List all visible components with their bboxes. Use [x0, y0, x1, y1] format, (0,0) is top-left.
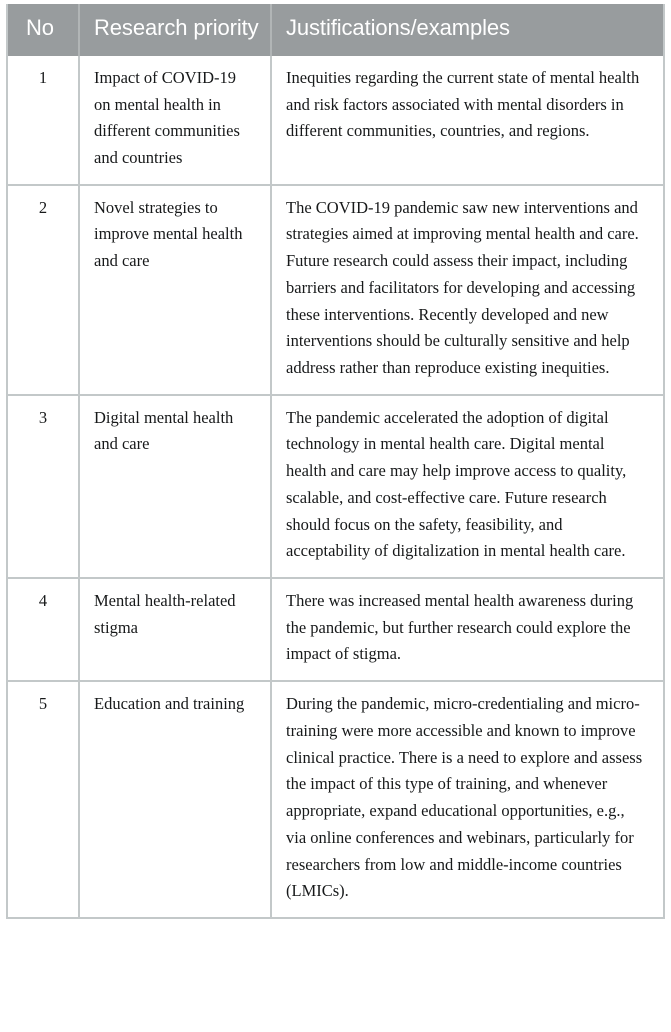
cell-justification — [271, 185, 664, 395]
column-header-research-priority: Research priority — [79, 4, 271, 56]
cell-research-priority — [79, 578, 271, 681]
cell-row-number — [7, 56, 79, 185]
research-priority-text: Education and training — [94, 694, 245, 714]
cell-research-priority — [79, 185, 271, 395]
table-row — [7, 395, 664, 578]
justification-text: The pandemic accelerated the adoption of digital technology in mental health care. Digital mental health and care may help improve access to quality, scalable, and cost-effective care. Future research should focus on the safety, feasibility, and acceptability of digitalization in mental health care. — [286, 407, 627, 561]
cell-research-priority — [79, 395, 271, 578]
cell-row-number — [7, 185, 79, 395]
research-priority-text: Impact of COVID-19 on mental health in different communities and countries — [94, 67, 240, 167]
cell-justification — [271, 395, 664, 578]
table-body — [7, 56, 664, 918]
table-row — [7, 185, 664, 395]
justification-text: The COVID-19 pandemic saw new interventions and strategies aimed at improving mental health and care. Future research could assess their impact, including barriers and facilitators for developing and accessing these interventions. Recently developed and new interventions should be culturally sensitive and help address rather than reproduce existing inequities. — [286, 197, 639, 378]
cell-justification — [271, 681, 664, 918]
cell-research-priority — [79, 56, 271, 185]
column-header-no: No — [7, 4, 79, 56]
table-row — [7, 56, 664, 185]
table-header — [7, 4, 664, 56]
row-number-text: 2 — [38, 197, 48, 217]
cell-justification — [271, 56, 664, 185]
cell-row-number — [7, 681, 79, 918]
research-priority-text: Novel strategies to improve mental health and care — [94, 197, 243, 271]
row-number-text: 3 — [38, 407, 48, 427]
table-row — [7, 681, 664, 918]
cell-row-number — [7, 578, 79, 681]
research-priority-table-container — [6, 4, 665, 919]
research-priority-table — [6, 4, 665, 919]
research-priority-text: Mental health-related stigma — [94, 591, 236, 637]
row-number-text: 4 — [38, 591, 48, 611]
row-number-text: 5 — [38, 694, 48, 714]
justification-text: Inequities regarding the current state of mental health and risk factors associated with mental disorders in different communities, countries, and regions. — [286, 67, 640, 141]
cell-research-priority — [79, 681, 271, 918]
research-priority-text: Digital mental health and care — [94, 407, 234, 454]
column-header-justifications-examples: Justifications/examples — [271, 4, 664, 56]
justification-text: During the pandemic, micro-credentialing and micro-training were more accessible and known to improve clinical practice. There is a need to explore and assess the impact of this type of training, and whenever appropriate, expand educational opportunities, e.g., via online conferences and webinars, particularly for researchers from low and middle-income countries (LMICs). — [286, 694, 643, 901]
cell-justification — [271, 578, 664, 681]
table-header-row — [7, 4, 664, 56]
cell-row-number — [7, 395, 79, 578]
justification-text: There was increased mental health awareness during the pandemic, but further research could explore the impact of stigma. — [286, 591, 634, 664]
table-row — [7, 578, 664, 681]
row-number-text: 1 — [38, 67, 48, 87]
